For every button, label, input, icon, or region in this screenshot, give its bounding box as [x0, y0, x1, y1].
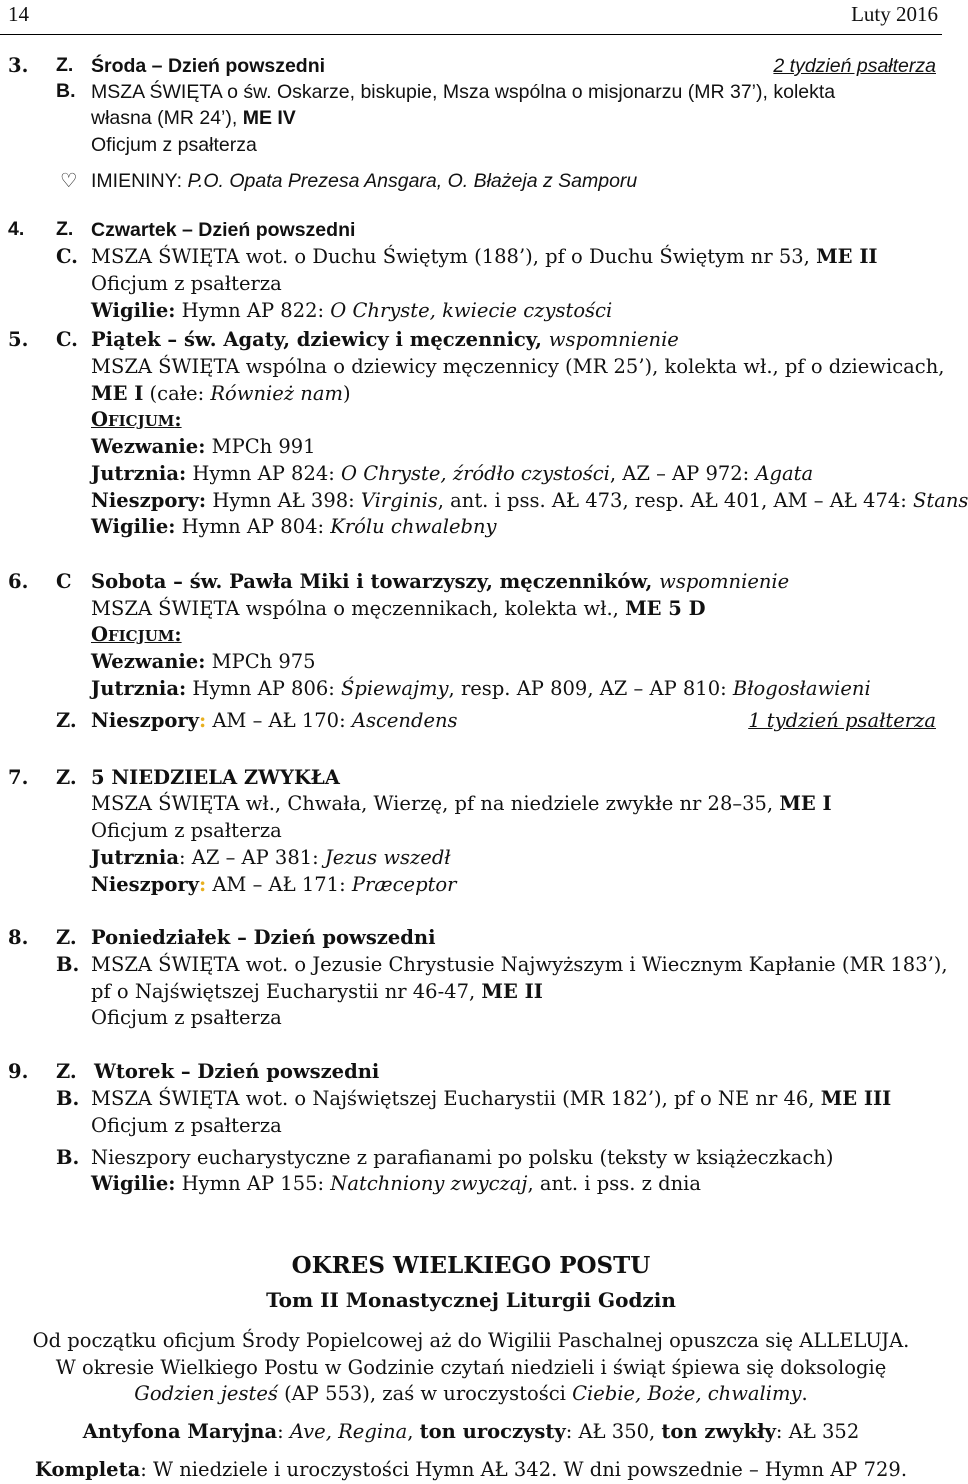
day-color: Z.	[56, 1060, 77, 1083]
day-number: 7.	[8, 766, 29, 789]
mass-color: B.	[56, 953, 80, 976]
day-title: Czwartek – Dzień powszedni	[91, 219, 356, 241]
compline-text: : W niedziele i uroczystości Hymn AŁ 342. W dni powszednie – Hymn AP 729.	[140, 1458, 908, 1481]
mass-color: B.	[56, 80, 76, 102]
compline-label: Kompleta	[34, 1458, 141, 1481]
office-line: Oficjum z psałterza	[91, 1114, 282, 1137]
hymn-title: O Chryste, źródło czystości	[341, 462, 610, 485]
day-title: Środa – Dzień powszedni	[91, 55, 326, 77]
mass-line	[91, 980, 543, 1004]
hymn-title: Godzien jesteś	[134, 1382, 278, 1405]
lauds-label: Jutrznia:	[91, 462, 187, 485]
vespers-color: Z.	[56, 709, 77, 732]
invitatory-line	[91, 650, 316, 674]
vigils-line	[91, 515, 497, 539]
office-heading-a: O	[91, 408, 108, 431]
mass-line	[91, 106, 296, 130]
antiphon-title: Præceptor	[351, 873, 457, 896]
mass-text: MSZA ŚWIĘTA wł., Chwała, Wierzę, pf na niedziele zwykłe nr 28–35,	[91, 792, 780, 815]
day-color: Z.	[56, 926, 77, 949]
hymn-title: Królu chwalebny	[330, 515, 497, 538]
mass-text: MSZA ŚWIĘTA wspólna o męczennikach, kolekta wł.,	[91, 597, 626, 620]
day-number: 8.	[8, 926, 29, 949]
vespers-text: Hymn AŁ 398:	[206, 489, 361, 512]
vigils-line	[91, 299, 612, 323]
mass-line	[91, 245, 878, 269]
invitatory-text: MPCh 975	[205, 650, 316, 673]
lauds-text: Hymn AP 824:	[186, 462, 342, 485]
day-title: Wtorek – Dzień powszedni	[94, 1060, 380, 1083]
hymn-title: O Chryste, kwiecie czystości	[330, 299, 613, 322]
hymn-title: Natchniony zwyczaj	[330, 1172, 528, 1195]
day-title	[91, 328, 679, 352]
vespers-text: AM – AŁ 170:	[206, 709, 352, 732]
note-text: :	[277, 1420, 290, 1443]
me-text: (całe:	[143, 382, 211, 405]
day-rank: wspomnienie	[659, 570, 790, 593]
day-title: 5 NIEDZIELA ZWYKŁA	[91, 766, 340, 789]
note-text: ,	[407, 1420, 420, 1443]
mass-line: MSZA ŚWIĘTA o św. Oskarze, biskupie, Msza wspólna o misjonarzu (MR 37’), kolekta	[91, 81, 836, 103]
vigils-text: Hymn AP 155:	[175, 1172, 331, 1195]
day-title: Poniedziałek – Dzień powszedni	[91, 926, 436, 949]
office-line: Oficjum z psałterza	[91, 819, 282, 842]
mass-line	[91, 1087, 891, 1111]
me-ref: ME II	[816, 245, 878, 268]
nameday-names: P.O. Opata Prezesa Ansgara, O. Błażeja z Samporu	[187, 170, 638, 192]
office-line: Oficjum z psałterza	[91, 1006, 282, 1029]
office-line: Oficjum z psałterza	[91, 134, 257, 156]
vespers-line	[91, 873, 456, 897]
lauds-label: Jutrznia:	[91, 677, 187, 700]
mass-color: B.	[56, 1087, 80, 1110]
mass-text: MSZA ŚWIĘTA wot. o Duchu Świętym (188’), pf o Duchu Świętym nr 53,	[91, 245, 817, 268]
day-color: Z.	[56, 766, 77, 789]
me-ref: ME I	[779, 792, 832, 815]
header-month: Luty 2016	[851, 2, 938, 26]
mass-text: własna (MR 24’),	[91, 107, 243, 129]
note-text: (AP 553), zaś w uroczystości	[277, 1382, 573, 1405]
vespers-label: Nieszpory	[91, 873, 199, 896]
antiphon-title: Ascendens	[351, 709, 458, 732]
tone-label: ton uroczysty	[419, 1420, 566, 1443]
heart-icon: ♡	[60, 170, 78, 192]
invitatory-label: Wezwanie:	[91, 435, 206, 458]
page-number: 14	[8, 2, 29, 26]
vespers-label: Nieszpory	[91, 709, 199, 732]
hymn-title: Virginis	[360, 489, 438, 512]
mass-text: MSZA ŚWIĘTA wot. o Najświętszej Eucharystii (MR 182’), pf o NE nr 46,	[91, 1087, 821, 1110]
note-line: Od początku oficjum Środy Popielcowej aż do Wigilii Paschalnej opuszcza się ALLELUJA.	[32, 1329, 910, 1352]
lauds-line	[91, 677, 871, 701]
vigils-text: Hymn AP 822:	[175, 299, 331, 322]
marian-antiphon-line	[0, 1420, 942, 1444]
lauds-label: Jutrznia	[91, 846, 179, 869]
vespers-text: , ant. i pss. AŁ 473, resp. AŁ 401, AM – AŁ 474:	[437, 489, 914, 512]
mass-line	[91, 792, 832, 816]
me-line	[91, 382, 351, 406]
invitatory-label: Wezwanie:	[91, 650, 206, 673]
mass-line: MSZA ŚWIĘTA wot. o Jezusie Chrystusie Najwyższym i Wiecznym Kapłanie (MR 183’),	[91, 953, 948, 976]
page-header	[0, 0, 942, 35]
note-text: .	[801, 1382, 808, 1405]
vespers-text: AM – AŁ 171:	[206, 873, 352, 896]
day-color: C	[56, 570, 72, 593]
vespers-label: Nieszpory:	[91, 489, 207, 512]
vigils-line	[91, 1172, 701, 1196]
office-heading-b: FICJUM	[108, 412, 175, 430]
nameday-line	[91, 169, 637, 193]
antiphon-title: Stans	[913, 489, 968, 512]
day-title-text: Piątek – św. Agaty, dziewicy i męczennicy,	[91, 328, 549, 351]
day-color: C.	[56, 328, 78, 351]
day-number: 4.	[8, 218, 25, 240]
lauds-line	[91, 462, 813, 486]
vigils-text: , ant. i pss. z dnia	[527, 1172, 701, 1195]
vigils-text: Hymn AP 804:	[175, 515, 331, 538]
me-ref: ME IV	[242, 107, 296, 129]
section-title: OKRES WIELKIEGO POSTU	[291, 1252, 651, 1279]
day-number: 9.	[8, 1060, 29, 1083]
day-rank: wspomnienie	[548, 328, 679, 351]
antiphon-title: Błogosławieni	[732, 677, 871, 700]
office-heading-b: FICJUM	[108, 627, 175, 645]
lauds-text: : AZ – AP 381:	[178, 846, 325, 869]
hymn-title: Śpiewajmy	[341, 677, 449, 700]
note-line	[0, 1382, 942, 1406]
mass-color: C.	[56, 245, 78, 268]
invitatory-text: MPCh 991	[205, 435, 316, 458]
lauds-text: , resp. AP 809, AZ – AP 810:	[448, 677, 733, 700]
section-subtitle: Tom II Monastycznej Liturgii Godzin	[266, 1288, 676, 1312]
me-ref: ME III	[820, 1087, 892, 1110]
note-text: : AŁ 350,	[565, 1420, 662, 1443]
day-number: 3.	[8, 54, 29, 77]
vespers-color: B.	[56, 1146, 80, 1169]
lauds-line	[91, 846, 451, 870]
day-title-text: Sobota – św. Pawła Miki i towarzyszy, męczenników,	[91, 570, 660, 593]
mass-line	[91, 597, 706, 621]
me-text: )	[342, 382, 351, 405]
note-text: : AŁ 352	[775, 1420, 860, 1443]
antiphon-title: Agata	[755, 462, 814, 485]
note-line: W okresie Wielkiego Postu w Godzinie czytań niedzieli i świąt śpiewa się doksologię	[55, 1356, 887, 1379]
me-ref: ME I	[91, 382, 144, 405]
vespers-colon: :	[198, 873, 207, 896]
vigils-label: Wigilie:	[91, 1172, 176, 1195]
psalter-week: 1 tydzień psałterza	[748, 709, 936, 732]
mass-text: pf o Najświętszej Eucharystii nr 46-47,	[91, 980, 482, 1003]
office-line: Oficjum z psałterza	[91, 272, 282, 295]
office-heading-a: O	[91, 623, 108, 646]
lauds-text: , AZ – AP 972:	[609, 462, 756, 485]
office-heading: OFICJUM:	[91, 408, 182, 431]
vespers-line	[91, 489, 968, 513]
antiphon-label: Antyfona Maryjna	[82, 1420, 278, 1443]
nameday-label: IMIENINY:	[91, 170, 188, 192]
vespers-line	[91, 709, 458, 733]
compline-line	[0, 1458, 942, 1482]
tone-label: ton zwykły	[661, 1420, 776, 1443]
invitatory-line	[91, 435, 316, 459]
me-title: Również nam	[210, 382, 343, 405]
mass-line: MSZA ŚWIĘTA wspólna o dziewicy męczennicy (MR 25’), kolekta wł., pf o dziewicach,	[91, 355, 945, 378]
day-title	[91, 570, 789, 594]
day-number: 5.	[8, 328, 29, 351]
office-heading: OFICJUM:	[91, 623, 182, 646]
day-number: 6.	[8, 570, 29, 593]
vigils-label: Wigilie:	[91, 515, 176, 538]
vigils-label: Wigilie:	[91, 299, 176, 322]
antiphon-title: Ave, Regina	[289, 1420, 408, 1443]
me-ref: ME II	[481, 980, 543, 1003]
day-color: Z.	[56, 54, 74, 76]
me-ref: ME 5 D	[625, 597, 706, 620]
lauds-text: Hymn AP 806:	[186, 677, 342, 700]
psalter-week: 2 tydzień psałterza	[773, 55, 936, 77]
vespers-line: Nieszpory eucharystyczne z parafianami po polsku (teksty w książeczkach)	[91, 1146, 834, 1169]
antiphon-title: Jezus wszedł	[324, 846, 451, 869]
hymn-title: Ciebie, Boże, chwalimy	[572, 1382, 802, 1405]
day-color: Z.	[56, 218, 74, 240]
vespers-colon: :	[198, 709, 207, 732]
